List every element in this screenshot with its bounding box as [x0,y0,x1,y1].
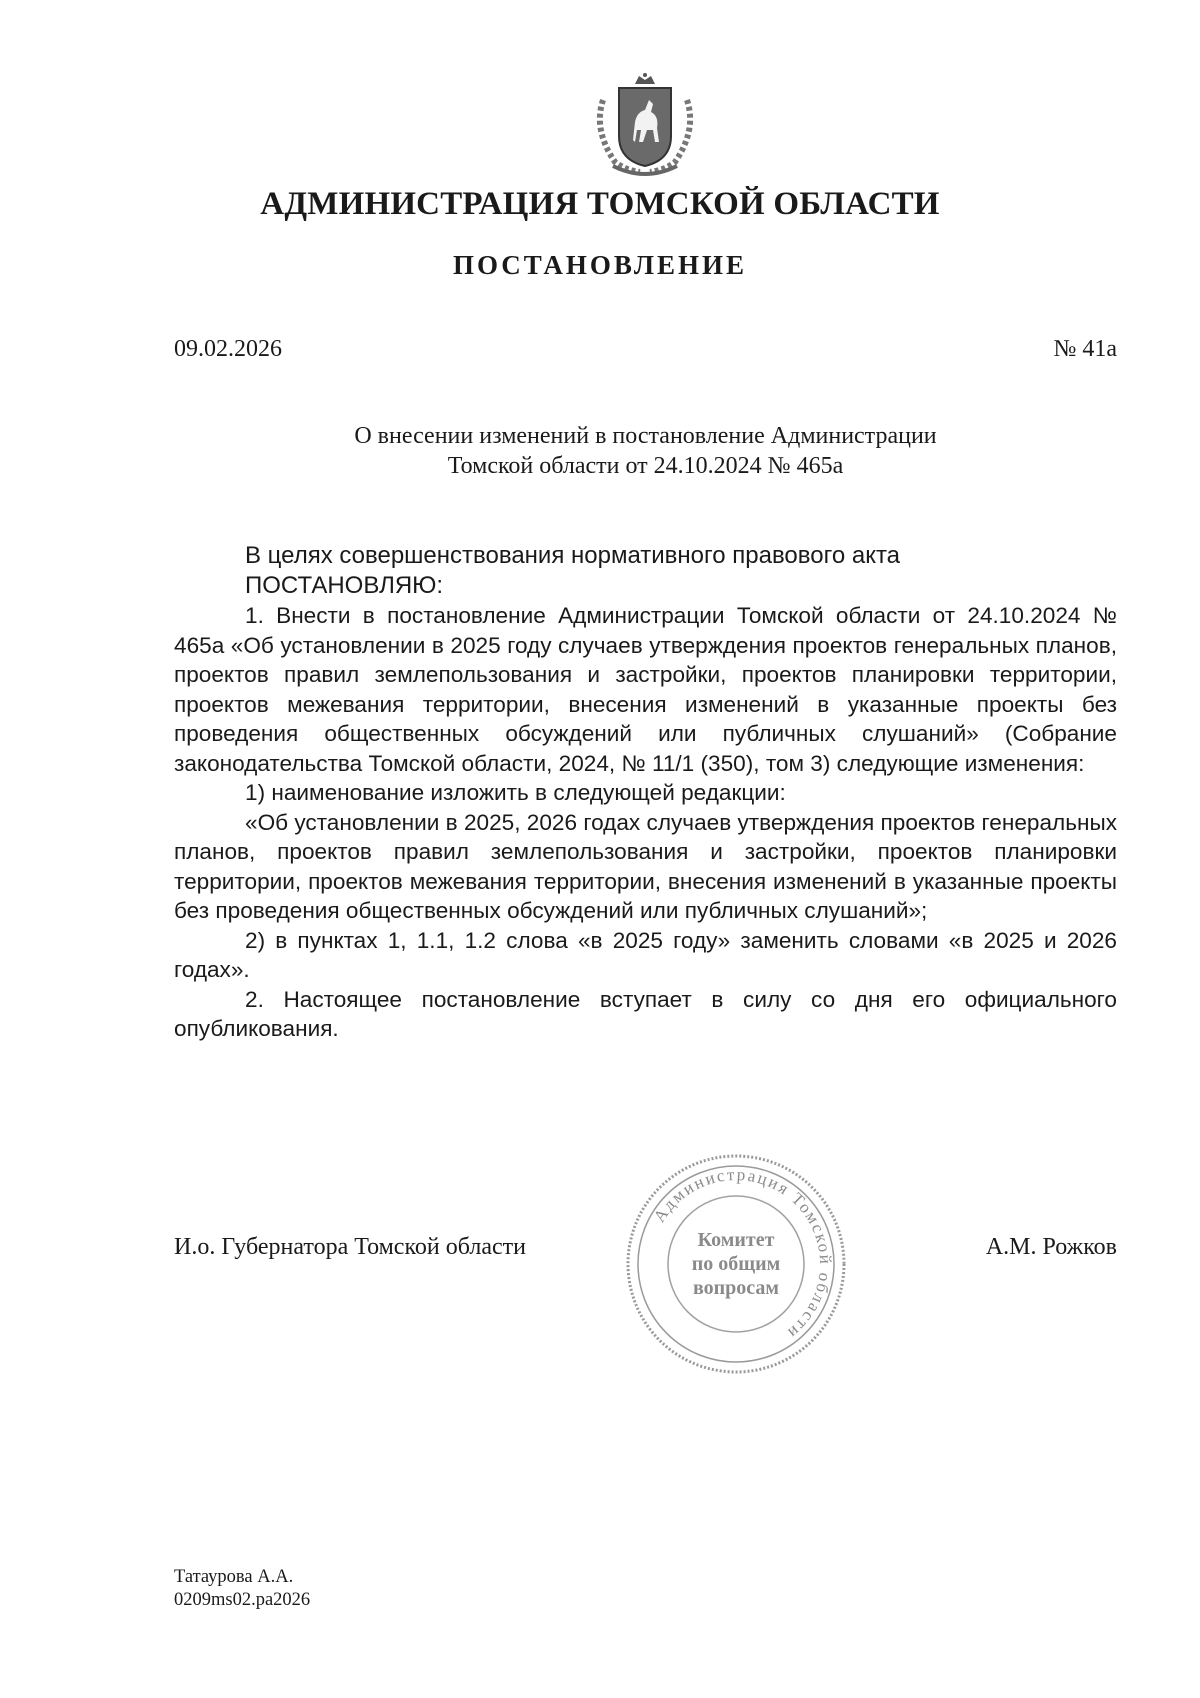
subject-line-1: О внесении изменений в постановление Администрации [354,423,937,449]
executor-file-code: 0209ms02.pa2026 [174,1590,311,1610]
paragraph-1: 1. Внести в постановление Администрации Томской области от 24.10.2024 № 465а «Об установлении в 2025 году случаев утверждения проектов генеральных планов, проектов правил землепользования и застройки, проектов планировки территории, проектов межевания территории, внесения изменений в указанные проекты без проведения общественных обсуждений или публичных слушаний» (Собрание законодательства Томской области, 2024, № 11/1 (350), том 3) следующие изменения: [174,603,1117,776]
paragraph-1-2: 2) в пунктах 1, 1.1, 1.2 слова «в 2025 году» заменить словами «в 2025 и 2026 годах». [174,927,1117,982]
stamp-center-line-3: вопросам [692,1277,780,1299]
preamble-purpose: В целях совершенствования нормативного правового акта [245,542,901,569]
document-body [174,601,1117,1044]
coat-of-arms-icon [585,70,705,180]
executor-block [174,1566,310,1612]
signatory-title: И.о. Губернатора Томской области [174,1234,526,1260]
subject-line-2: Томской области от 24.10.2024 № 465а [447,453,844,479]
executor-name: Татаурова А.А. [174,1567,294,1587]
paragraph-1-1-text: «Об установлении в 2025, 2026 годах случаев утверждения проектов генеральных планов, проектов правил землепользования и застройки, проектов планировки территории, проектов межевания территории, внесения изменений в указанные проекты без проведения общественных обсуждений или публичных слушаний»; [174,809,1117,923]
preamble-resolve: ПОСТАНОВЛЯЮ: [245,572,444,599]
stamp-ring-text: Администрация Томской области [649,1164,836,1344]
document-subject [174,421,1117,481]
signatory-name: А.М. Рожков [985,1234,1117,1260]
document-date: 09.02.2026 [174,336,282,362]
stamp-center-line-2: по общим [691,1253,781,1275]
document-number: № 41а [1053,336,1117,362]
stamp-center-line-1: Комитет [697,1229,775,1251]
document-type: ПОСТАНОВЛЕНИЕ [452,250,748,280]
preamble [245,541,900,601]
organization-name: АДМИНИСТРАЦИЯ ТОМСКОЙ ОБЛАСТИ [260,186,940,222]
paragraph-1-1: 1) наименование изложить в следующей редакции: [245,780,786,805]
official-stamp [622,1150,850,1378]
paragraph-2: 2. Настоящее постановление вступает в силу со дня его официального опубликования. [174,986,1117,1041]
